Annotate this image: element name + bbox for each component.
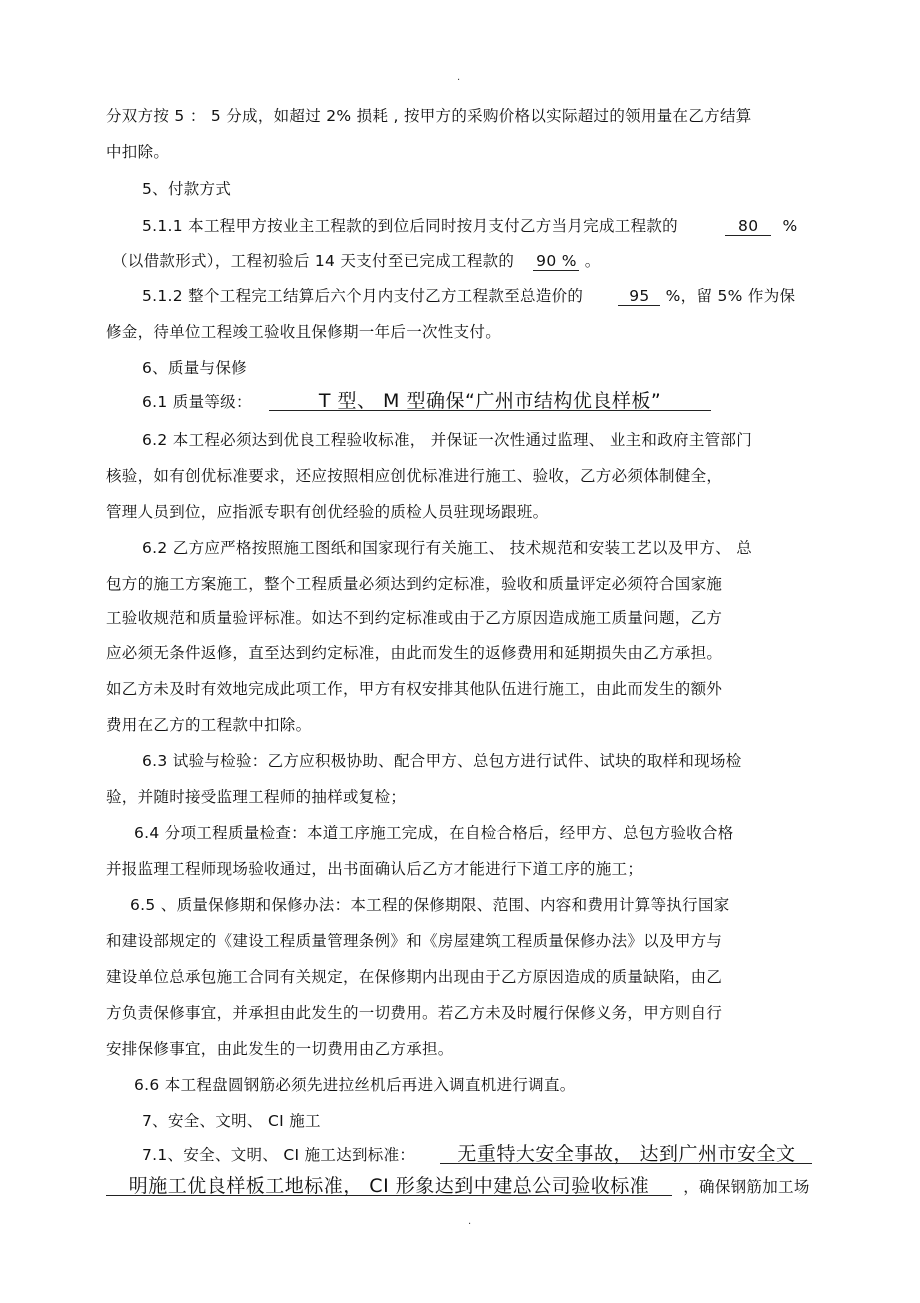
text-line: 方负责保修事宜，并承担由此发生的一切费用。若乙方未及时履行保修义务，甲方则自行: [106, 1004, 723, 1022]
text-segment: 5.1.2 整个工程完工结算后六个月内支付乙方工程款至总造价的: [142, 287, 584, 305]
text-line: 应必须无条件返修，直至达到约定标准，由此而发生的返修费用和延期损失由乙方承担。: [106, 644, 723, 662]
text-line: [106, 1177, 810, 1197]
page-mark-top: .: [457, 72, 461, 83]
section-heading-safety: 7、安全、文明、 CI 施工: [142, 1112, 321, 1130]
text-segment: %: [782, 217, 798, 235]
fill-blank-monthly-percent: 80: [725, 217, 771, 236]
fill-blank-safety-standard: 无重特大安全事故， 达到广州市安全文: [440, 1145, 812, 1164]
text-line: 6.2 乙方应严格按照施工图纸和国家现行有关施工、 技术规范和安装工艺以及甲方、 总: [142, 539, 753, 557]
text-line: 分双方按 5 ： 5 分成，如超过 2% 损耗 , 按甲方的采购价格以实际超过的领用量在乙方结算: [106, 107, 752, 125]
text-segment: %，留 5% 作为保: [665, 287, 796, 305]
clause-7-1: [142, 1145, 812, 1165]
text-segment: 6.1 质量等级：: [142, 393, 252, 411]
text-line: 验，并随时接受监理工程师的抽样或复检；: [106, 788, 407, 806]
text-line: 工验收规范和质量验评标准。如达不到约定标准或由于乙方原因造成施工质量问题，乙方: [106, 609, 723, 627]
text-line: 6.2 本工程必须达到优良工程验收标准， 并保证一次性通过监理、 业主和政府主管部门: [142, 431, 753, 449]
page-mark-bottom: .: [468, 1216, 472, 1227]
text-line: 并报监理工程师现场验收通过，出书面确认后乙方才能进行下道工序的施工；: [106, 860, 644, 878]
text-line: 包方的施工方案施工，整个工程质量必须达到约定标准，验收和质量评定必须符合国家施: [106, 575, 723, 593]
text-line: 核验，如有创优标准要求，还应按照相应创优标准进行施工、验收，乙方必须体制健全，: [106, 467, 723, 485]
clause-5-1-1: [142, 216, 797, 236]
fill-blank-final-percent: 95: [618, 287, 660, 306]
text-line: [112, 251, 601, 271]
text-segment: （以借款形式），工程初验后 14 天支付至已完成工程款的: [112, 252, 515, 270]
text-line: 6.5 、质量保修期和保修办法：本工程的保修期限、范围、内容和费用计算等执行国家: [130, 896, 730, 914]
text-line: 管理人员到位，应指派专职有创优经验的质检人员驻现场跟班。: [106, 503, 549, 521]
text-line: 建设单位总承包施工合同有关规定，在保修期内出现由于乙方原因造成的质量缺陷，由乙: [106, 968, 723, 986]
text-line: 6.3 试验与检验：乙方应积极协助、配合甲方、总包方进行试件、试块的取样和现场检: [142, 752, 742, 770]
text-line: 修金，待单位工程竣工验收且保修期一年后一次性支付。: [106, 323, 502, 341]
text-segment: 7.1、安全、文明、 CI 施工达到标准：: [142, 1146, 416, 1164]
text-segment: 5.1.1 本工程甲方按业主工程款的到位后同时按月支付乙方当月完成工程款的: [142, 217, 678, 235]
text-segment: ，确保钢筋加工场: [683, 1178, 810, 1196]
fill-blank-initial-percent: 90 %: [533, 252, 579, 271]
text-line: 安排保修事宜，由此发生的一切费用由乙方承担。: [106, 1040, 454, 1058]
section-heading-payment: 5、付款方式: [142, 180, 232, 198]
fill-blank-quality-grade: T 型、 M 型确保“广州市结构优良样板”: [269, 392, 711, 411]
text-line: 中扣除。: [106, 143, 170, 161]
clause-5-1-2: [142, 286, 795, 306]
fill-blank-safety-standard-cont: 明施工优良样板工地标准， CI 形象达到中建总公司验收标准: [106, 1177, 672, 1196]
text-line: 6.4 分项工程质量检查：本道工序施工完成，在自检合格后，经甲方、总包方验收合格: [134, 824, 734, 842]
clause-6-1: [142, 392, 711, 412]
text-segment: 。: [584, 252, 601, 270]
text-line: 费用在乙方的工程款中扣除。: [106, 716, 312, 734]
text-line: 如乙方未及时有效地完成此项工作，甲方有权安排其他队伍进行施工，由此而发生的额外: [106, 680, 723, 698]
text-line: 和建设部规定的《建设工程质量管理条例》和《房屋建筑工程质量保修办法》以及甲方与: [106, 932, 723, 950]
section-heading-quality: 6、质量与保修: [142, 359, 247, 377]
text-line: 6.6 本工程盘圆钢筋必须先进拉丝机后再进入调直机进行调直。: [134, 1076, 576, 1094]
